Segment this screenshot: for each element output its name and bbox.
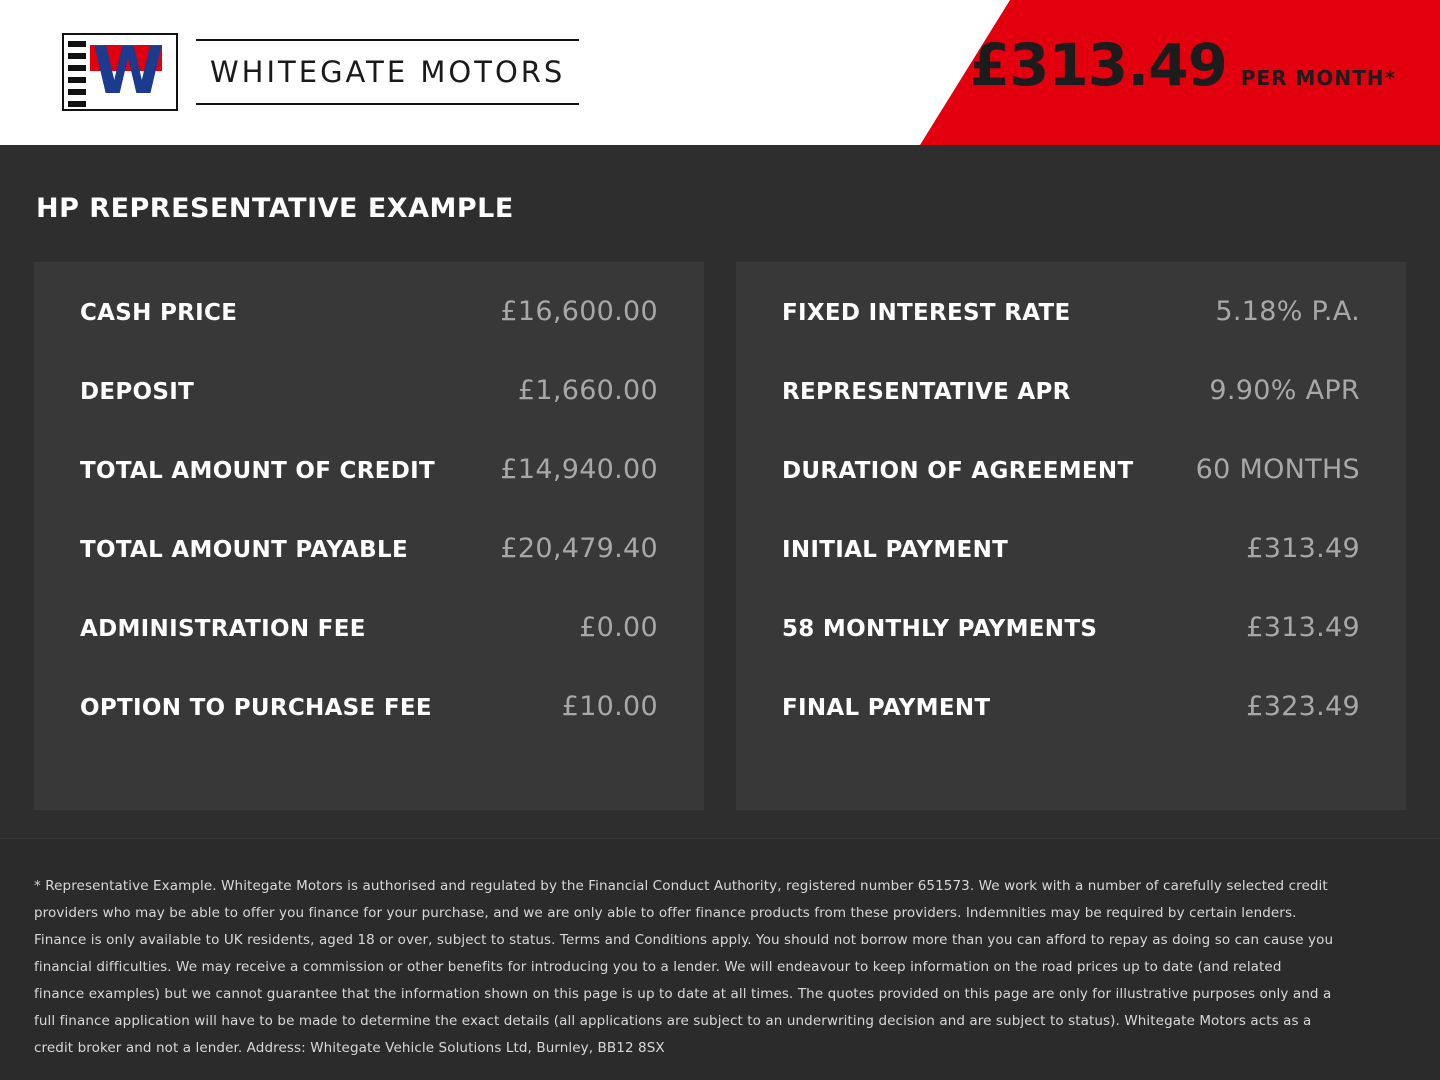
row-label: DEPOSIT: [80, 379, 195, 405]
logo-bars-icon: [68, 41, 86, 107]
row-label: TOTAL AMOUNT OF CREDIT: [80, 458, 435, 484]
row-label: OPTION TO PURCHASE FEE: [80, 695, 432, 721]
table-row: [80, 454, 658, 533]
row-value: 60 MONTHS: [1195, 454, 1360, 485]
table-row: [782, 296, 1360, 375]
whitegate-logo-icon: [62, 33, 178, 111]
finance-panel-right: [736, 262, 1406, 810]
row-value: £14,940.00: [500, 454, 658, 485]
row-value: £16,600.00: [500, 296, 658, 327]
table-row: [80, 533, 658, 612]
page-header: [0, 0, 1440, 145]
table-row: [782, 375, 1360, 454]
table-row: [782, 691, 1360, 770]
row-label: TOTAL AMOUNT PAYABLE: [80, 537, 408, 563]
table-row: [80, 296, 658, 375]
row-value: £0.00: [579, 612, 658, 643]
brand-name-frame: [196, 39, 579, 105]
disclaimer-section: [0, 838, 1440, 1080]
table-row: [782, 454, 1360, 533]
row-label: ADMINISTRATION FEE: [80, 616, 366, 642]
finance-panels: [34, 262, 1406, 810]
table-row: [80, 612, 658, 691]
disclaimer-text: * Representative Example. Whitegate Motors is authorised and regulated by the Financial Conduct Authority, registered number 651573. We work with a number of carefully selected credit providers who may be able to offer you finance for your purchase, and we are only able to offer finance products from these providers. Indemnities may be required by certain lenders. Finance is only available to UK residents, aged 18 or over, subject to status. Terms and Conditions apply. You should not borrow more than you can afford to repay as doing so can cause you financial difficulties. We may receive a commission or other benefits for introducing you to a lender. We will endeavour to keep information on the road prices up to date (and related finance examples) but we cannot guarantee that the information shown on this page is up to date at all times. The quotes provided on this page are only for illustrative purposes only and a full finance application will have to be made to determine the exact details (all applications are subject to an underwriting decision and are subject to status). Whitegate Motors acts as a credit broker and not a lender. Address: Whitegate Vehicle Solutions Ltd, Burnley, BB12 8SX: [34, 878, 1334, 1056]
row-value: £20,479.40: [500, 533, 658, 564]
logo-letter: W: [92, 35, 158, 109]
monthly-price-amount: £313.49: [969, 31, 1227, 99]
table-row: [782, 533, 1360, 612]
table-row: [80, 691, 658, 770]
row-label: INITIAL PAYMENT: [782, 537, 1009, 563]
brand-name: WHITEGATE MOTORS: [210, 55, 566, 89]
main-content: [0, 193, 1440, 810]
monthly-price-period: PER MONTH*: [1240, 66, 1396, 90]
monthly-price-block: [969, 31, 1396, 99]
row-value: 9.90% APR: [1209, 375, 1360, 406]
finance-panel-left: [34, 262, 704, 810]
row-label: CASH PRICE: [80, 300, 238, 326]
table-row: [80, 375, 658, 454]
row-label: REPRESENTATIVE APR: [782, 379, 1071, 405]
row-value: 5.18% P.A.: [1215, 296, 1360, 327]
page-title: HP REPRESENTATIVE EXAMPLE: [36, 193, 514, 224]
row-label: 58 MONTHLY PAYMENTS: [782, 616, 1098, 642]
row-value: £10.00: [561, 691, 658, 722]
row-value: £323.49: [1246, 691, 1360, 722]
row-value: £313.49: [1246, 533, 1360, 564]
row-label: DURATION OF AGREEMENT: [782, 458, 1134, 484]
table-row: [782, 612, 1360, 691]
row-value: £313.49: [1246, 612, 1360, 643]
row-label: FINAL PAYMENT: [782, 695, 991, 721]
row-value: £1,660.00: [517, 375, 658, 406]
row-label: FIXED INTEREST RATE: [782, 300, 1071, 326]
brand-lockup: [62, 28, 579, 116]
